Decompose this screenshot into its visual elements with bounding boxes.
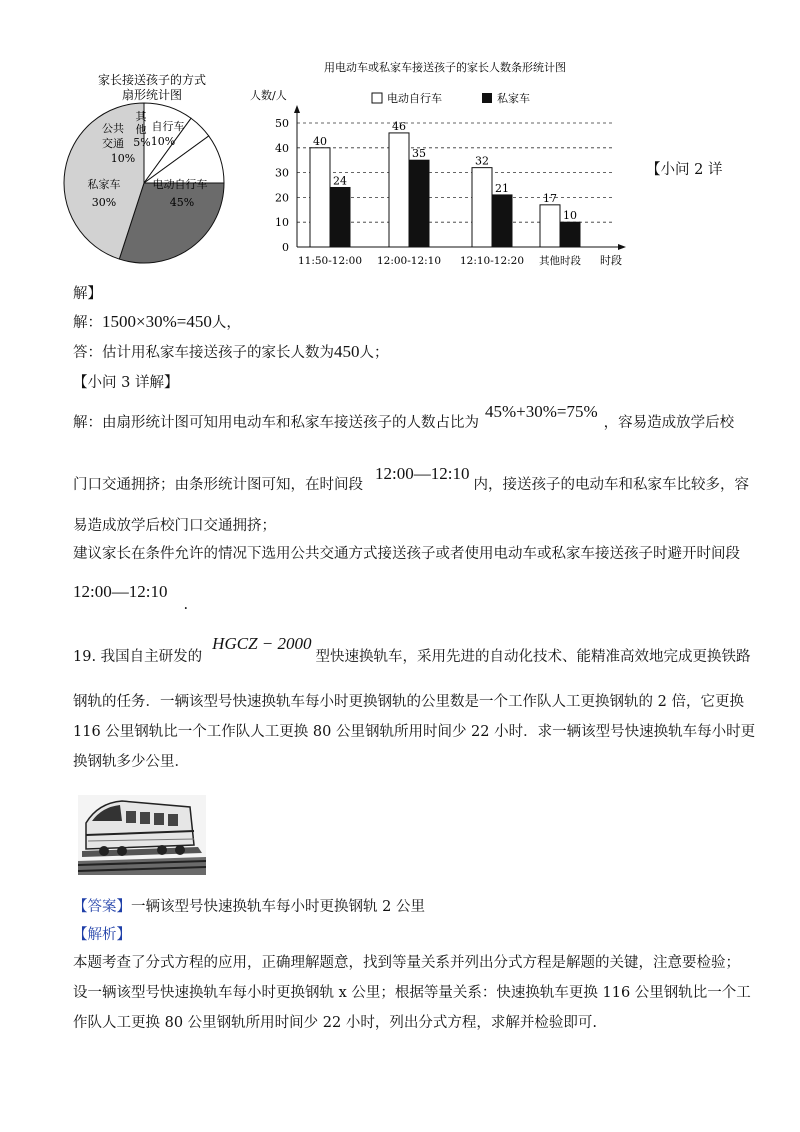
bar-value-label: 24 (333, 174, 347, 188)
l2-math: 1500×30%=450 (102, 312, 212, 331)
pie-label-public-pct: 10% (110, 152, 136, 165)
answer-tag: 【答案】 (73, 899, 131, 915)
bar-value-label: 10 (563, 209, 577, 223)
bar-car (409, 160, 429, 247)
bar-value-label: 21 (495, 181, 509, 195)
q-suffix: 型快速换轨车，采用先进的自动化技术、能精准高效地完成更换铁路 (315, 649, 751, 665)
answer-line (73, 897, 425, 917)
side-note: 【小问 2 详 (646, 162, 723, 178)
l5-suffix: ，容易造成放学后校 (603, 415, 735, 431)
l9-suffix: . (183, 597, 189, 613)
bar-car (330, 187, 350, 247)
x-category-label: 11:50-12:00 (297, 255, 363, 267)
y-tick-label: 0 (282, 241, 289, 254)
bar-value-label: 46 (392, 119, 406, 133)
bar-value-label: 32 (475, 154, 489, 168)
pie-label-other-pct: 5% (133, 136, 151, 149)
y-tick-label: 30 (275, 166, 289, 180)
bar-chart-title: 用电动车或私家车接送孩子的家长人数条形统计图 (324, 61, 566, 74)
question-19-line-4: 换钢轨多少公里． (73, 754, 189, 770)
question-19-line-2: 钢轨的任务．一辆该型号快速换轨车每小时更换钢轨的公里数是一个工作队人工更换钢轨的 2 倍，它更换 (73, 694, 744, 710)
pie-title-line1: 家长接送孩子的方式 (97, 73, 207, 87)
legend-swatch-car (482, 93, 492, 103)
l5-prefix: 解：由扇形统计图可知用电动车和私家车接送孩子的人数占比为 (73, 415, 479, 431)
l9-math: 12:00—12:10 (73, 582, 168, 601)
analysis-line-3: 作队人工更换 80 公里钢轨所用时间少 22 小时，列出分式方程，求解并检验即可. (73, 1015, 597, 1031)
pie-label-bike: 自行车 (151, 120, 185, 133)
l3-prefix: 答：估计用私家车接送孩子的家长人数为 (73, 345, 334, 361)
bar-car (492, 195, 512, 247)
x-axis-label: 时段 (600, 254, 622, 267)
l6-suffix: 内，接送孩子的电动车和私家车比较多，容 (473, 477, 749, 493)
pie-label-public2: 交通 (102, 137, 124, 150)
bar-ebike (389, 133, 409, 247)
bar-value-label: 35 (412, 147, 426, 161)
bar-ebike (540, 205, 560, 247)
text-line-9 (73, 582, 189, 613)
pie-label-other2: 他 (135, 123, 147, 136)
q-prefix: 19. 我国自主研发的 (73, 649, 203, 665)
pie-label-bike-pct: 10% (150, 135, 176, 148)
text-line-2 (73, 312, 241, 333)
train-illustration (78, 795, 206, 875)
bar-car (560, 222, 580, 247)
bar-marks (310, 120, 580, 247)
pie-label-public: 公共 (102, 122, 124, 135)
l5-math: 45%+30%=75% (485, 402, 598, 421)
l6-prefix: 门口交通拥挤；由条形统计图可知，在时间段 (73, 477, 363, 493)
pie-label-car-pct: 30% (91, 196, 117, 209)
q-math: HGCZ − 2000 (212, 634, 312, 653)
answer-text: 一辆该型号快速换轨车每小时更换钢轨 2 公里 (131, 899, 425, 915)
pie-label-car: 私家车 (87, 178, 121, 191)
legend-label-car: 私家车 (497, 92, 530, 105)
y-tick-label: 40 (275, 141, 289, 155)
pie-title-line2: 扇形统计图 (121, 88, 183, 102)
y-tick-label: 20 (275, 191, 289, 205)
text-line-4: 【小问 3 详解】 (73, 375, 179, 391)
l3-math: 450 (334, 342, 360, 361)
pie-chart (60, 70, 240, 270)
analysis-line-2: 设一辆该型号快速换轨车每小时更换钢轨 x 公里；根据等量关系：快速换轨车更换 116 公里钢轨比一个工 (73, 985, 751, 1001)
y-tick-label: 10 (275, 216, 289, 230)
pie-label-ebike: 电动自行车 (152, 178, 208, 191)
y-axis-label: 人数/人 (250, 89, 287, 102)
pie-label-other: 其 (135, 110, 147, 123)
x-category-label: 其他时段 (539, 255, 581, 267)
bar-chart (250, 55, 640, 270)
bar-value-label: 17 (543, 191, 557, 205)
legend-swatch-ebike (372, 93, 382, 103)
bar-ebike (310, 148, 330, 247)
question-19-line-1 (73, 634, 751, 667)
text-line-5 (73, 402, 735, 433)
pie-label-ebike-pct: 45% (169, 196, 195, 209)
analysis-line-1: 本题考查了分式方程的应用，正确理解题意，找到等量关系并列出分式方程是解题的关键，注意要检验； (73, 955, 740, 971)
x-category-label: 12:10-12:20 (459, 255, 525, 267)
bar-ebike (472, 168, 492, 247)
bar-categories (298, 254, 582, 267)
l2-prefix: 解： (73, 315, 102, 331)
l6-math: 12:00—12:10 (375, 464, 470, 483)
l2-suffix: 人， (211, 315, 241, 331)
text-line-1: 解】 (73, 286, 102, 302)
bar-value-label: 40 (313, 134, 327, 148)
l3-suffix: 人； (359, 345, 389, 361)
text-line-3 (73, 342, 389, 363)
question-19-line-3: 116 公里钢轨比一个工作队人工更换 80 公里钢轨所用时间少 22 小时．求一辆该型号快速换轨车每小时更 (73, 724, 756, 740)
analysis-tag: 【解析】 (73, 927, 131, 943)
y-tick-label: 50 (275, 117, 289, 130)
text-line-6 (73, 464, 749, 495)
legend-label-ebike: 电动自行车 (387, 92, 442, 105)
y-axis-arrow (294, 105, 300, 113)
text-line-7: 易造成放学后校门口交通拥挤； (73, 518, 276, 534)
x-axis-arrow (618, 244, 626, 250)
x-category-label: 12:00-12:10 (376, 255, 442, 267)
bar-ticks (275, 117, 289, 254)
text-line-8: 建议家长在条件允许的情况下选用公共交通方式接送孩子或者使用电动车或私家车接送孩子时避开时间段 (73, 546, 740, 562)
